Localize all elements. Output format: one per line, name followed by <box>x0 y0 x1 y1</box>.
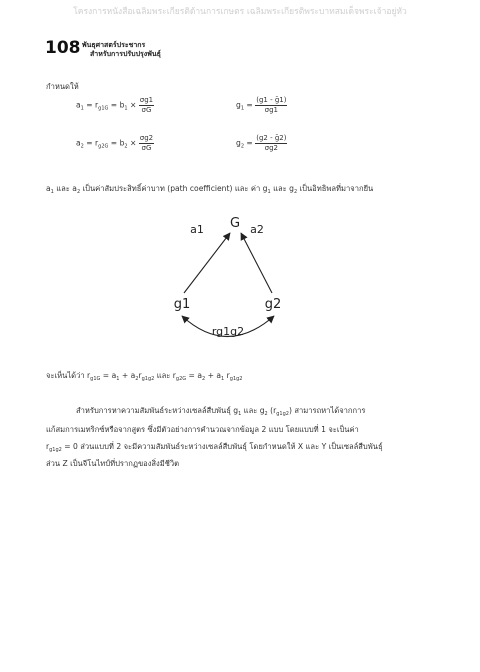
path-diagram <box>160 205 320 355</box>
text-run: จะเห็นได้ว่า r <box>46 371 91 380</box>
eq-lhs: g <box>236 100 241 110</box>
eq-fraction <box>139 134 154 153</box>
eq-equals: = <box>244 138 256 148</box>
eq-equals: = <box>244 100 256 110</box>
eq-b-sub: 1 <box>124 105 128 112</box>
page-number: 108 <box>45 38 81 58</box>
text-sub: 2 <box>201 376 206 382</box>
eq-lhs-sub: 2 <box>80 143 84 150</box>
given-label: กำหนดให้ <box>46 82 79 91</box>
eq-fraction <box>255 134 287 153</box>
eq-denominator: σG <box>141 106 152 114</box>
text-run: และ r <box>154 371 176 380</box>
text-sub: g1g2 <box>49 447 62 453</box>
book-subtitle: สำหรับการปรับปรุงพันธุ์ <box>90 50 161 58</box>
text-sub: 2 <box>135 376 139 382</box>
eq-lhs-sub: 2 <box>240 143 245 150</box>
text-run: + a <box>119 371 136 380</box>
text-sub: 2 <box>76 189 81 195</box>
node-g1: g1 <box>173 297 191 312</box>
eq-lhs: a <box>76 100 81 110</box>
equation-a2 <box>76 134 154 153</box>
text-run: a <box>46 184 51 193</box>
text-sub: 1 <box>267 189 271 195</box>
text-run: r <box>224 371 230 380</box>
eq-numerator: σg1 <box>139 96 154 104</box>
text-run: และ g <box>270 184 294 193</box>
equation-g1 <box>236 96 287 115</box>
eq-r-sub: g2G <box>98 143 109 150</box>
eq-r-sub: g1G <box>98 105 109 112</box>
text-sub: 1 <box>50 189 54 195</box>
arrow-g1-to-G <box>184 233 230 293</box>
header-watermark: โครงการหนังสือเฉลิมพระเกียรติด้านการเกษตร เฉลิมพระเกียรติพระบาทสมเด็จพระเจ้าอยู่หัว <box>73 7 407 17</box>
text-sub: g2G <box>175 376 187 382</box>
eq-lhs: a <box>76 138 81 148</box>
eq-fraction <box>255 96 287 115</box>
text-run: = a <box>186 371 202 380</box>
text-run: = a <box>100 371 117 380</box>
label-a2: a2 <box>250 223 264 236</box>
eq-numerator: (g2 - ḡ2) <box>256 134 287 142</box>
text-run: = 0 ส่วนแบบที่ 2 จะมีความสัมพันธ์ระหว่างเซลล์สืบพันธุ์ โดยกำหนดให้ X และ Y เป็นเซลล์สืบพันธุ์ <box>61 442 383 451</box>
gamete-correlation-line-4: ส่วน Z เป็นจีโนไทป์ที่ปรากฏของสิ่งมีชีวิต <box>46 459 180 468</box>
equation-g2 <box>236 134 287 153</box>
label-correlation: rg1g2 <box>211 325 245 338</box>
eq-times: × <box>127 100 139 110</box>
eq-numerator: (g1 - ḡ1) <box>256 96 287 104</box>
book-title: พันธุศาสตร์ประชากร <box>82 41 146 49</box>
eq-equals-r: = r <box>83 100 99 110</box>
text-sub: 2 <box>264 411 268 417</box>
node-g-top: G <box>229 216 241 231</box>
text-sub: 1 <box>221 376 225 382</box>
eq-denominator: σg1 <box>264 106 278 114</box>
text-run: เป็นอิทธิพลที่มาจากยีน <box>297 184 374 193</box>
text-run: r <box>138 371 142 380</box>
arrow-g2-to-G <box>241 233 272 293</box>
eq-fraction <box>139 96 154 115</box>
gamete-correlation-line-1 <box>76 405 365 417</box>
equation-a1 <box>76 96 154 115</box>
eq-numerator: σg2 <box>139 134 154 142</box>
label-a1: a1 <box>190 223 204 236</box>
eq-times: × <box>127 138 139 148</box>
text-sub: 1 <box>116 376 120 382</box>
text-sub: 1 <box>238 411 242 417</box>
eq-equals-r: = r <box>83 138 99 148</box>
eq-lhs-sub: 1 <box>80 105 84 112</box>
text-run: ) สามารถหาได้จากการ <box>288 406 366 415</box>
text-run: เป็นค่าสัมประสิทธิ์ค่าบาท (path coefficient) และ ค่า g <box>80 184 268 193</box>
text-sub: g1g2 <box>229 376 243 382</box>
eq-equals-b: = b <box>108 138 125 148</box>
node-g2: g2 <box>264 297 282 312</box>
eq-lhs-sub: 1 <box>240 105 245 112</box>
eq-lhs: g <box>236 138 241 148</box>
text-run: r <box>46 442 50 451</box>
text-sub: g1g2 <box>141 376 155 382</box>
text-run: (r <box>267 406 277 415</box>
result-equations <box>46 370 242 382</box>
gamete-correlation-line-2: แก้สมการเมทริกซ์หรือจากสูตร ซึ่งมีตัวอย่างการคำนวณจากข้อมูล 2 แบบ โดยแบบที่ 1 จะเป็นค่า <box>46 425 359 434</box>
path-coefficient-paragraph <box>46 183 373 195</box>
eq-denominator: σG <box>141 144 152 152</box>
eq-equals-b: = b <box>108 100 125 110</box>
text-run: และ a <box>53 184 77 193</box>
eq-b-sub: 2 <box>124 143 128 150</box>
text-run: และ g <box>241 406 265 415</box>
text-run: + a <box>205 371 222 380</box>
text-sub: g1G <box>90 376 101 382</box>
text-run: สำหรับการหาความสัมพันธ์ระหว่างเซลล์สืบพันธุ์ g <box>76 406 239 415</box>
text-sub: 2 <box>293 189 298 195</box>
gamete-correlation-line-3 <box>46 441 383 453</box>
eq-denominator: σg2 <box>264 144 278 152</box>
text-sub: g1g2 <box>276 411 289 417</box>
